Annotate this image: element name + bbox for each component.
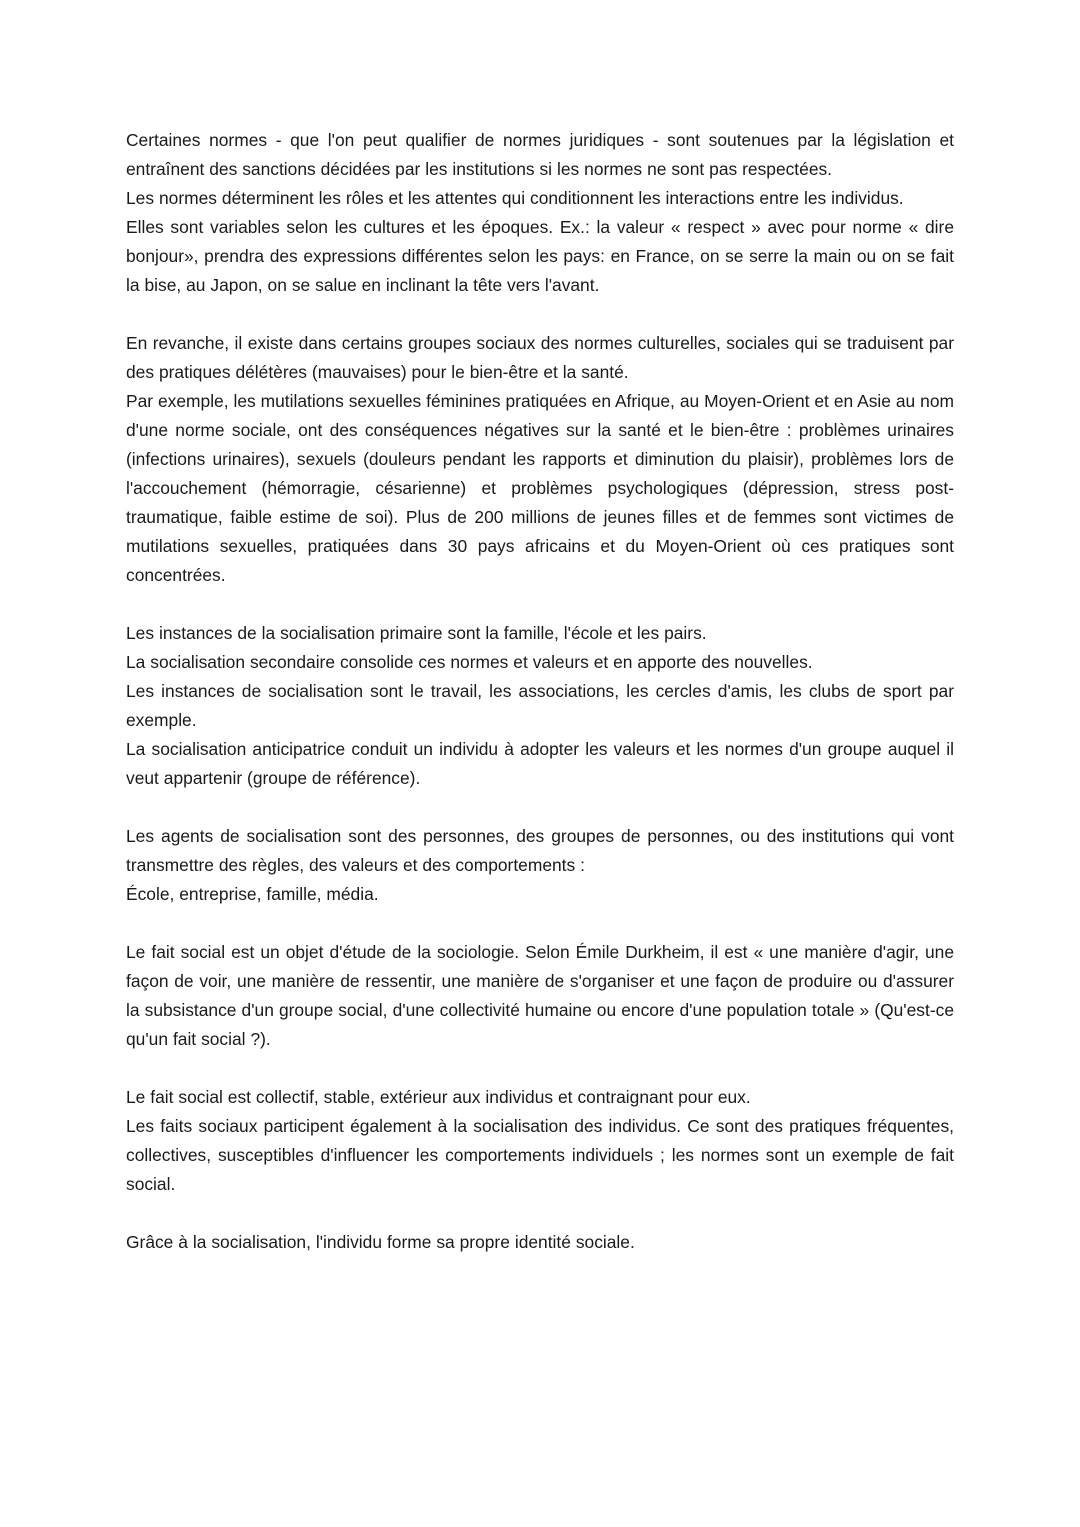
paragraph: Le fait social est un objet d'étude de la sociologie. Selon Émile Durkheim, il est « une manière d'agir, une façon de voir, une manière de ressentir, une manière de s'organiser et une façon de produire ou d'assurer la subsistance d'un groupe social, d'une collectivité humaine ou encore d'une population totale » (Qu'est-ce qu'un fait social ?).	[126, 942, 954, 1049]
paragraph-spacer	[126, 1054, 954, 1083]
text-block-normes-deleteres	[126, 329, 954, 590]
paragraph: Par exemple, les mutilations sexuelles féminines pratiquées en Afrique, au Moyen-Orient et en Asie au nom d'une norme sociale, ont des conséquences négatives sur la santé et le bien-être : problèmes urinaires (infections urinaires), sexuels (douleurs pendant les rapports et diminution du plaisir), problèmes lors de l'accouchement (hémorragie, césarienne) et problèmes psychologiques (dépression, stress post-traumatique, faible estime de soi). Plus de 200 millions de jeunes filles et de femmes sont victimes de mutilations sexuelles, pratiquées dans 30 pays africains et du Moyen-Orient où ces pratiques sont concentrées.	[126, 391, 954, 585]
paragraph: La socialisation secondaire consolide ces normes et valeurs et en apporte des nouvelles.	[126, 652, 813, 672]
paragraph: Les agents de socialisation sont des personnes, des groupes de personnes, ou des institutions qui vont transmettre des règles, des valeurs et des comportements :	[126, 826, 954, 875]
text-block-fait-social-caracteristiques	[126, 1083, 954, 1199]
paragraph-spacer	[126, 909, 954, 938]
paragraph: Grâce à la socialisation, l'individu forme sa propre identité sociale.	[126, 1232, 635, 1252]
paragraph: Les faits sociaux participent également à la socialisation des individus. Ce sont des pratiques fréquentes, collectives, susceptibles d'influencer les comportements individuels ; les normes sont un exemple de fait social.	[126, 1116, 954, 1194]
paragraph: Les normes déterminent les rôles et les attentes qui conditionnent les interactions entre les individus.	[126, 188, 904, 208]
text-block-normes-juridiques	[126, 126, 954, 300]
paragraph-spacer	[126, 1199, 954, 1228]
paragraph: Les instances de socialisation sont le travail, les associations, les cercles d'amis, les clubs de sport par exemple.	[126, 681, 954, 730]
paragraph: Les instances de la socialisation primaire sont la famille, l'école et les pairs.	[126, 623, 707, 643]
paragraph: En revanche, il existe dans certains groupes sociaux des normes culturelles, sociales qui se traduisent par des pratiques délétères (mauvaises) pour le bien-être et la santé.	[126, 333, 954, 382]
paragraph-spacer	[126, 300, 954, 329]
text-block-fait-social-durkheim	[126, 938, 954, 1054]
paragraph: École, entreprise, famille, média.	[126, 884, 379, 904]
paragraph-spacer	[126, 590, 954, 619]
text-block-agents-socialisation	[126, 822, 954, 909]
paragraph: La socialisation anticipatrice conduit un individu à adopter les valeurs et les normes d'un groupe auquel il veut appartenir (groupe de référence).	[126, 739, 954, 788]
paragraph: Elles sont variables selon les cultures et les époques. Ex.: la valeur « respect » avec pour norme « dire bonjour», prendra des expressions différentes selon les pays: en France, on se serre la main ou on se fait la bise, au Japon, on se salue en inclinant la tête vers l'avant.	[126, 217, 954, 295]
text-block-conclusion	[126, 1228, 954, 1257]
paragraph-spacer	[126, 793, 954, 822]
paragraph: Le fait social est collectif, stable, extérieur aux individus et contraignant pour eux.	[126, 1087, 751, 1107]
document-text-body	[126, 126, 954, 1257]
text-block-instances-socialisation	[126, 619, 954, 793]
paragraph: Certaines normes - que l'on peut qualifier de normes juridiques - sont soutenues par la législation et entraînent des sanctions décidées par les institutions si les normes ne sont pas respectées.	[126, 130, 954, 179]
